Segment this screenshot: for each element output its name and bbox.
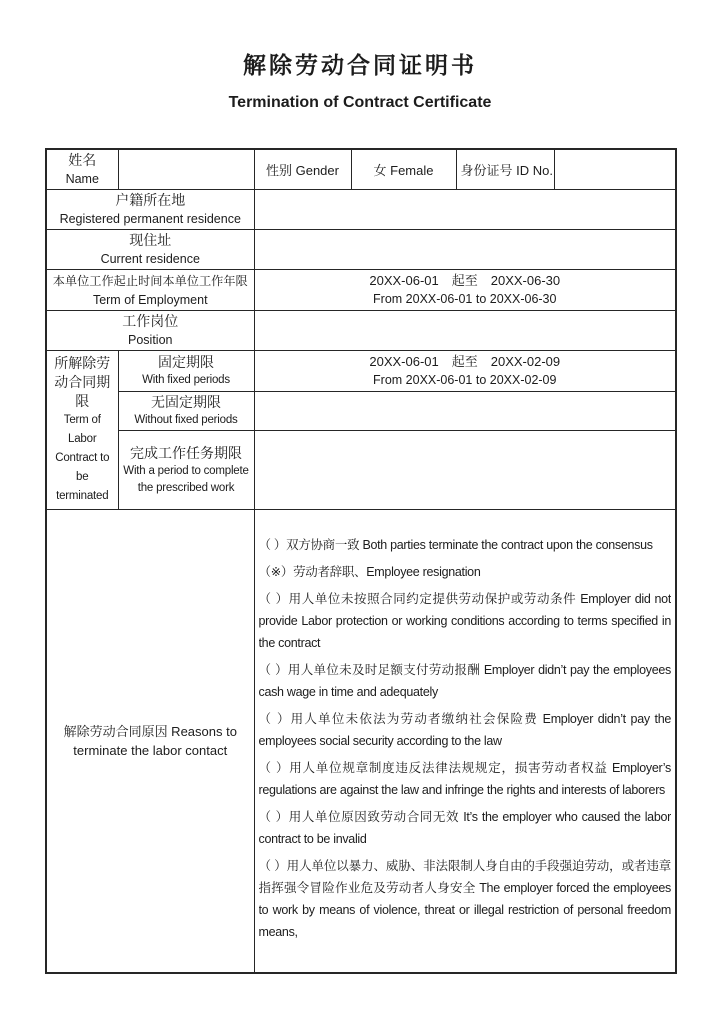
- reason-item: （ ）用人单位未依法为劳动者缴纳社会保险费 Employer didn’t pay the employees social security according to the law: [258, 711, 671, 748]
- row-task-period: [46, 431, 676, 510]
- reason-item: （ ）用人单位未按照合同约定提供劳动保护或劳动条件 Employer did not provide Labor protection or working conditions according to terms specified in the contract: [258, 591, 671, 650]
- id-label-cell: 身份证号 ID No.: [456, 149, 554, 190]
- contract-term-label-cell: [46, 351, 118, 510]
- employment-term-dates-zh: 20XX-06-01 起至 20XX-06-30: [369, 273, 561, 288]
- reason-item: （ ）用人单位以暴力、威胁、非法限制人身自由的手段强迫劳动，或者违章指挥强令冒险作业危及劳动者人身安全 The employer forced the employees to work by means of violence, threat or illegal restriction of personal freedom means,: [258, 858, 671, 939]
- row-position: [46, 311, 676, 351]
- contract-term-label-en: Term of Labor Contract to be terminated: [55, 414, 110, 502]
- fixed-period-dates-en: From 20XX-06-01 to 20XX-02-09: [373, 373, 557, 387]
- page-title-zh: 解除劳动合同证明书: [243, 53, 477, 78]
- fixed-period-label-cell: [118, 351, 254, 392]
- row-unfixed-period: [46, 392, 676, 431]
- position-label-cell: [46, 311, 254, 351]
- row-termination-reasons: [46, 510, 676, 973]
- task-period-label-en: With a period to complete the prescribed work: [123, 464, 249, 494]
- reason-item: （ ）双方协商一致 Both parties terminate the contract upon the consensus: [258, 537, 653, 552]
- employment-term-label-zh: 本单位工作起止时间本单位工作年限: [52, 273, 248, 288]
- fixed-period-label-zh: 固定期限: [158, 354, 214, 370]
- position-value-cell: [254, 311, 676, 351]
- row-fixed-period: [46, 351, 676, 392]
- employment-term-value-cell: [254, 270, 676, 311]
- current-residence-label-en: Current residence: [100, 252, 200, 266]
- gender-value-cell: 女 Female: [351, 149, 456, 190]
- reasons-label-cell: 解除劳动合同原因 Reasons to terminate the labor contact: [46, 510, 254, 973]
- page-title-en: Termination of Contract Certificate: [228, 94, 492, 111]
- row-employment-term: [46, 270, 676, 311]
- employment-term-dates-en: From 20XX-06-01 to 20XX-06-30: [373, 292, 557, 306]
- task-period-value-cell: [254, 431, 676, 510]
- current-residence-label-cell: [46, 230, 254, 270]
- id-value-cell: [554, 149, 676, 190]
- reasons-list: [259, 534, 672, 948]
- task-period-label-zh: 完成工作任务期限: [130, 444, 242, 461]
- reason-item: （ ）用人单位原因致劳动合同无效 It’s the employer who caused the labor contract to be invalid: [258, 809, 671, 846]
- row-registered-residence: [46, 190, 676, 230]
- current-residence-label-zh: 现住址: [129, 232, 172, 248]
- name-label-zh: 姓名: [68, 152, 97, 168]
- task-period-label-cell: [118, 431, 254, 510]
- unfixed-period-label-zh: 无固定期限: [151, 394, 221, 410]
- employment-term-label-en: Term of Employment: [92, 292, 208, 307]
- position-label-en: Position: [128, 333, 173, 347]
- registered-residence-label-cell: [46, 190, 254, 230]
- reason-item: （ ）用人单位规章制度违反法律法规规定，损害劳动者权益 Employer’s regulations are against the law and infringe the rights and interests of laborers: [258, 760, 671, 797]
- employment-term-label-cell: [46, 270, 254, 311]
- name-value-cell: [118, 149, 254, 190]
- unfixed-period-label-en: Without fixed periods: [134, 414, 238, 426]
- current-residence-value-cell: [254, 230, 676, 270]
- fixed-period-label-en: With fixed periods: [142, 374, 230, 386]
- certificate-table: [45, 148, 677, 974]
- name-label-cell: [46, 149, 118, 190]
- registered-residence-value-cell: [254, 190, 676, 230]
- name-label-en: Name: [65, 172, 99, 186]
- fixed-period-value-cell: [254, 351, 676, 392]
- row-current-residence: [46, 230, 676, 270]
- contract-term-label-zh: 所解除劳动合同期限: [54, 355, 111, 409]
- registered-residence-label-zh: 户籍所在地: [115, 192, 186, 208]
- reasons-list-cell: [254, 510, 676, 973]
- reason-item: （ ）用人单位未及时足额支付劳动报酬 Employer didn’t pay the employees cash wage in time and adequately: [258, 662, 671, 699]
- fixed-period-dates-zh: 20XX-06-01 起至 20XX-02-09: [369, 354, 561, 369]
- unfixed-period-value-cell: [254, 392, 676, 431]
- unfixed-period-label-cell: [118, 392, 254, 431]
- position-label-zh: 工作岗位: [122, 313, 179, 329]
- row-name-gender-id: [46, 149, 676, 190]
- reason-item: （※）劳动者辞职、Employee resignation: [258, 564, 481, 579]
- gender-label-cell: 性别 Gender: [254, 149, 351, 190]
- registered-residence-label-en: Registered permanent residence: [59, 212, 241, 226]
